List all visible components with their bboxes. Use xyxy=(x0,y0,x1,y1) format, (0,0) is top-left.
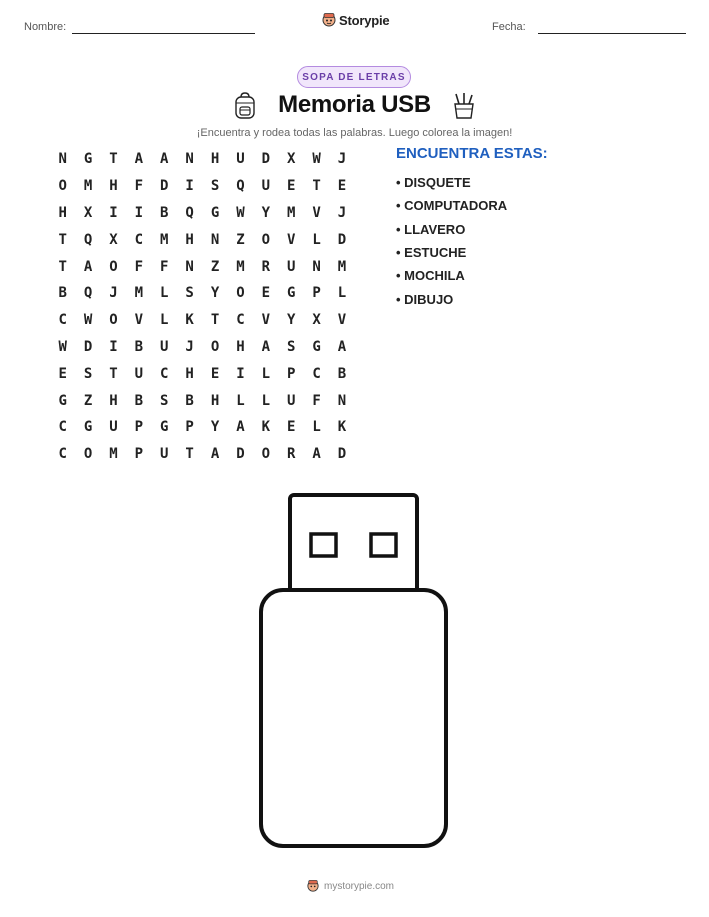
grid-row xyxy=(50,280,355,307)
grid-letter: T xyxy=(210,312,220,329)
grid-letter: Y xyxy=(286,312,296,329)
grid-letter: P xyxy=(185,419,194,436)
grid-letter: W xyxy=(312,151,321,168)
grid-letter: O xyxy=(210,338,220,355)
activity-badge: SOPA DE LETRAS xyxy=(297,66,411,88)
grid-letter: T xyxy=(312,178,321,195)
grid-letter: X xyxy=(286,151,296,168)
grid-letter: S xyxy=(210,178,220,195)
grid-letter: E xyxy=(337,178,347,195)
grid-letter: X xyxy=(312,312,321,329)
usb-body xyxy=(261,590,446,846)
grid-letter: L xyxy=(261,365,271,382)
word-list-item: • DISQUETE xyxy=(396,175,471,191)
word-list-title: ENCUENTRA ESTAS: xyxy=(396,145,548,162)
grid-letter: D xyxy=(337,446,347,463)
word-list-item: • DIBUJO xyxy=(396,291,454,307)
grid-letter: F xyxy=(134,258,144,275)
grid-letter: F xyxy=(312,392,321,409)
grid-letter: J xyxy=(337,204,347,221)
grid-letter: K xyxy=(337,419,347,436)
grid-letter: M xyxy=(83,178,93,195)
grid-letter: V xyxy=(261,312,271,329)
grid-row xyxy=(50,253,355,280)
grid-letter: F xyxy=(160,258,169,275)
grid-letter: A xyxy=(236,419,245,436)
grid-row xyxy=(50,146,355,173)
grid-letter: G xyxy=(210,204,220,221)
grid-letter: E xyxy=(210,365,220,382)
word-list-item: • MOCHILA xyxy=(396,268,465,284)
grid-letter: Z xyxy=(236,231,245,248)
grid-letter: O xyxy=(261,231,271,248)
grid-letter: M xyxy=(109,446,118,463)
grid-letter: I xyxy=(134,204,144,221)
grid-letter: M xyxy=(160,231,169,248)
grid-letter: K xyxy=(261,419,271,436)
grid-letter: A xyxy=(134,151,144,168)
grid-row xyxy=(50,200,355,227)
pencil-cup-icon xyxy=(452,92,476,120)
grid-letter: U xyxy=(236,151,245,168)
grid-letter: B xyxy=(185,392,194,409)
grid-letter: E xyxy=(286,178,296,195)
grid-letter: W xyxy=(83,312,93,329)
grid-letter: T xyxy=(58,231,67,248)
grid-letter: L xyxy=(160,312,169,329)
grid-letter: U xyxy=(261,178,271,195)
grid-letter: L xyxy=(312,231,321,248)
grid-letter: V xyxy=(134,312,144,329)
grid-letter: N xyxy=(210,231,220,248)
grid-letter: X xyxy=(83,204,93,221)
grid-letter: S xyxy=(185,285,194,302)
grid-letter: H xyxy=(210,151,220,168)
grid-letter: A xyxy=(83,258,93,275)
grid-letter: R xyxy=(286,446,296,463)
grid-letter: J xyxy=(185,338,194,355)
grid-letter: A xyxy=(261,338,271,355)
usb-connector-slot-right xyxy=(371,534,396,556)
grid-letter: M xyxy=(134,285,144,302)
grid-letter: P xyxy=(312,285,321,302)
grid-letter: N xyxy=(58,151,67,168)
grid-letter: M xyxy=(236,258,245,275)
grid-letter: L xyxy=(261,392,271,409)
grid-letter: B xyxy=(160,204,169,221)
usb-drive-illustration xyxy=(255,490,455,852)
grid-letter: S xyxy=(286,338,296,355)
grid-letter: N xyxy=(312,258,321,275)
storypie-mascot-icon xyxy=(322,12,336,28)
grid-letter: G xyxy=(160,419,169,436)
grid-letter: O xyxy=(83,446,93,463)
grid-letter: O xyxy=(58,178,67,195)
grid-letter: Q xyxy=(236,178,245,195)
grid-letter: E xyxy=(261,285,271,302)
grid-row xyxy=(50,226,355,253)
grid-letter: U xyxy=(160,338,169,355)
usb-connector-slot-left xyxy=(311,534,336,556)
grid-letter: B xyxy=(337,365,347,382)
grid-letter: E xyxy=(286,419,296,436)
grid-letter: X xyxy=(109,231,118,248)
grid-letter: G xyxy=(83,151,93,168)
grid-letter: J xyxy=(109,285,118,302)
grid-letter: C xyxy=(312,365,321,382)
grid-letter: H xyxy=(185,365,194,382)
grid-letter: C xyxy=(236,312,245,329)
grid-letter: O xyxy=(109,312,118,329)
grid-row xyxy=(50,387,355,414)
grid-letter: F xyxy=(134,178,144,195)
footer xyxy=(307,879,394,893)
grid-letter: G xyxy=(286,285,296,302)
date-line xyxy=(538,33,686,34)
grid-letter: L xyxy=(236,392,245,409)
grid-letter: Z xyxy=(210,258,220,275)
grid-letter: U xyxy=(134,365,144,382)
grid-letter: I xyxy=(236,365,245,382)
grid-letter: S xyxy=(160,392,169,409)
name-label: Nombre: xyxy=(24,21,67,33)
grid-letter: R xyxy=(261,258,271,275)
grid-letter: W xyxy=(236,204,245,221)
grid-letter: H xyxy=(58,204,67,221)
grid-letter: K xyxy=(185,312,194,329)
grid-row xyxy=(50,334,355,361)
grid-letter: D xyxy=(236,446,245,463)
word-list-item: • LLAVERO xyxy=(396,221,466,237)
grid-letter: C xyxy=(58,446,67,463)
grid-letter: P xyxy=(286,365,296,382)
grid-letter: W xyxy=(58,338,67,355)
grid-row xyxy=(50,441,355,468)
grid-letter: Q xyxy=(83,285,93,302)
grid-letter: U xyxy=(286,258,296,275)
grid-letter: T xyxy=(109,365,118,382)
grid-row xyxy=(50,173,355,200)
date-label: Fecha: xyxy=(492,21,526,33)
grid-letter: Y xyxy=(210,419,220,436)
grid-letter: B xyxy=(134,392,144,409)
grid-letter: N xyxy=(185,258,194,275)
grid-letter: C xyxy=(58,312,67,329)
word-search-grid xyxy=(50,146,355,468)
grid-letter: A xyxy=(312,446,321,463)
grid-letter: H xyxy=(236,338,245,355)
grid-letter: T xyxy=(109,151,118,168)
grid-letter: V xyxy=(337,312,347,329)
grid-letter: E xyxy=(58,365,67,382)
grid-letter: V xyxy=(286,231,296,248)
grid-row xyxy=(50,307,355,334)
grid-letter: H xyxy=(109,392,118,409)
brand-name: Storypie xyxy=(339,12,390,28)
grid-letter: Y xyxy=(261,204,271,221)
grid-letter: T xyxy=(58,258,67,275)
grid-letter: D xyxy=(337,231,347,248)
grid-row xyxy=(50,360,355,387)
usb-connector xyxy=(290,495,417,592)
grid-letter: B xyxy=(134,338,144,355)
word-list-item: • ESTUCHE xyxy=(396,245,467,261)
storypie-mascot-icon xyxy=(307,879,319,893)
brand-logo xyxy=(322,12,389,28)
grid-letter: G xyxy=(312,338,321,355)
grid-letter: Q xyxy=(83,231,93,248)
grid-letter: A xyxy=(337,338,347,355)
grid-letter: J xyxy=(337,151,347,168)
grid-letter: U xyxy=(109,419,118,436)
grid-letter: L xyxy=(337,285,347,302)
grid-letter: A xyxy=(160,151,169,168)
instructions: ¡Encuentra y rodea todas las palabras. Luego colorea la imagen! xyxy=(196,127,513,139)
grid-letter: G xyxy=(83,419,93,436)
grid-letter: Y xyxy=(210,285,220,302)
grid-letter: H xyxy=(185,231,194,248)
word-list-item: • COMPUTADORA xyxy=(396,198,508,214)
footer-url: mystorypie.com xyxy=(324,880,395,892)
name-line xyxy=(72,33,255,34)
grid-letter: L xyxy=(312,419,321,436)
grid-letter: S xyxy=(83,365,93,382)
page-title: Memoria USB xyxy=(278,91,431,118)
grid-letter: T xyxy=(185,446,194,463)
grid-letter: M xyxy=(286,204,296,221)
grid-letter: O xyxy=(236,285,245,302)
grid-letter: D xyxy=(83,338,93,355)
grid-letter: U xyxy=(286,392,296,409)
grid-letter: D xyxy=(261,151,271,168)
grid-letter: D xyxy=(160,178,169,195)
grid-letter: N xyxy=(337,392,347,409)
grid-letter: P xyxy=(134,446,144,463)
grid-letter: C xyxy=(58,419,67,436)
grid-letter: Q xyxy=(185,204,194,221)
grid-letter: P xyxy=(134,419,144,436)
grid-letter: H xyxy=(210,392,220,409)
grid-letter: M xyxy=(337,258,347,275)
grid-letter: G xyxy=(58,392,67,409)
grid-letter: O xyxy=(261,446,271,463)
grid-letter: N xyxy=(185,151,194,168)
grid-letter: O xyxy=(109,258,118,275)
grid-letter: I xyxy=(109,338,118,355)
grid-letter: C xyxy=(160,365,169,382)
grid-letter: I xyxy=(185,178,194,195)
grid-letter: L xyxy=(160,285,169,302)
grid-letter: H xyxy=(109,178,118,195)
grid-row xyxy=(50,414,355,441)
grid-letter: C xyxy=(134,231,144,248)
grid-letter: Z xyxy=(83,392,93,409)
grid-letter: B xyxy=(58,285,67,302)
grid-letter: I xyxy=(109,204,118,221)
grid-letter: V xyxy=(312,204,321,221)
grid-letter: A xyxy=(210,446,220,463)
word-list xyxy=(396,171,507,311)
grid-letter: U xyxy=(160,446,169,463)
